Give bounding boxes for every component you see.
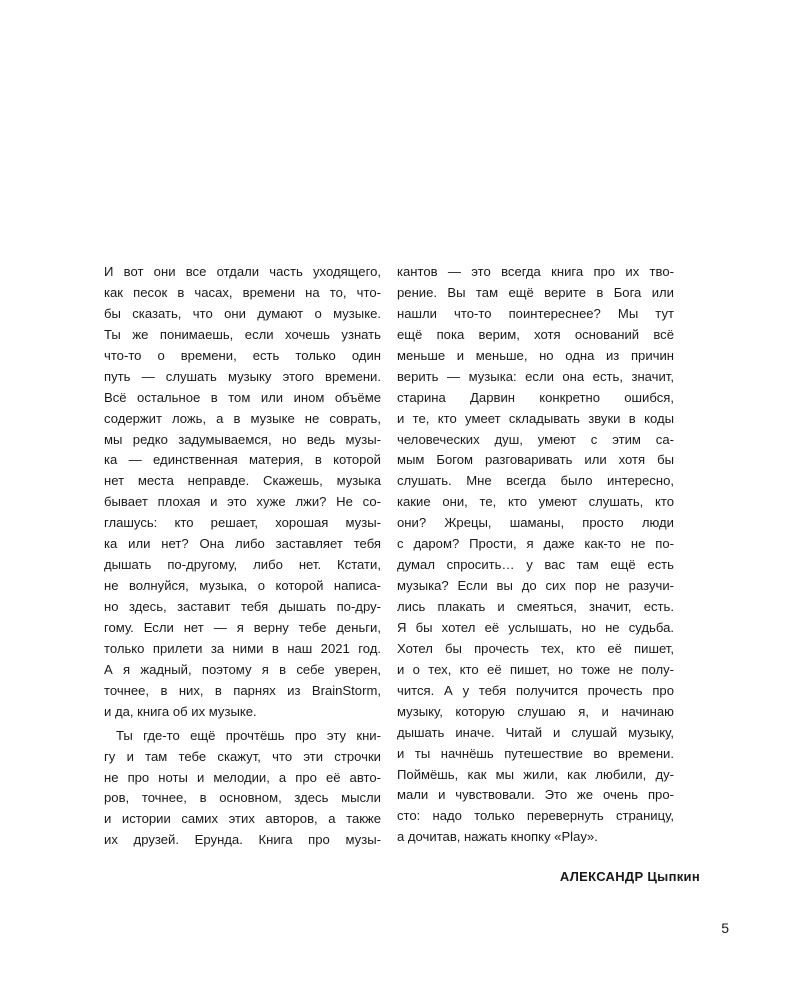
text-line: точнее, в них, в парнях из BrainStorm,: [104, 682, 381, 698]
text-line: Всё остальное в том или ином объёме: [104, 389, 381, 405]
text-line: дышать по-другому, либо нет. Кстати,: [104, 557, 381, 573]
text-line: кантов — это всегда книга про их тво-: [397, 264, 674, 279]
text-line: а дочитав, нажать кнопку «Play».: [397, 829, 598, 845]
text-line: слушать. Мне всегда было интересно,: [397, 473, 674, 489]
text-line: меньше и меньше, но одна из причин: [397, 347, 674, 363]
author-first-name: АЛЕКСАНДР: [559, 869, 644, 884]
text-line: и ты начнёшь путешествие во времени.: [397, 745, 674, 761]
text-line: нет места неправде. Скажешь, музыка: [104, 473, 381, 489]
author-signature: [560, 869, 700, 884]
text-line: музыка? Если вы до сих пор не разучи-: [397, 578, 674, 594]
text-line: глашусь: кто решает, хорошая музы-: [104, 515, 381, 531]
text-line: дышать иначе. Читай и слушай музыку,: [397, 724, 674, 740]
text-line: рение. Вы там ещё верите в Бога или: [397, 284, 674, 300]
text-line: ров, точнее, в основном, здесь мысли: [104, 790, 381, 806]
text-line: человеческих душ, умеют с этим са-: [397, 431, 674, 447]
text-line: как песок в часах, времени на то, что-: [104, 284, 381, 300]
text-line: бы сказать, что они думают о музыке.: [104, 305, 381, 321]
right-text-column: [397, 262, 674, 848]
text-line: и истории самих этих авторов, а также: [104, 811, 381, 827]
text-line: Ты где-то ещё прочтёшь про эту кни-: [116, 727, 381, 743]
text-line: содержит ложь, а в музыке не соврать,: [104, 410, 381, 426]
text-line: какие они, те, кто умеют слушать, кто: [397, 494, 674, 510]
text-line: путь — слушать музыку этого времени.: [104, 368, 381, 384]
text-line: лись плакать и смеяться, значит, есть.: [397, 599, 674, 614]
author-last-name: Цыпкин: [647, 869, 700, 884]
text-line: и да, книга об их музыке.: [104, 703, 257, 719]
text-line: ещё пока верим, хотя оснований всё: [397, 326, 674, 342]
text-line: и о тех, кто её пишет, но тоже не полу-: [397, 661, 674, 677]
text-line: думал спросить… у вас там ещё есть: [397, 557, 674, 573]
text-line: верить — музыка: если она есть, значит,: [397, 368, 674, 384]
text-line: старина Дарвин конкретно ошибся,: [397, 389, 674, 405]
text-line: и те, кто умеет складывать звуки в коды: [397, 410, 674, 426]
text-line: нашли что-то поинтереснее? Мы тут: [397, 305, 674, 321]
text-line: что-то о времени, есть только один: [104, 347, 381, 363]
text-line: только прилети за ними в наш 2021 год.: [104, 640, 381, 656]
text-line: музыку, которую слушаю я, и начинаю: [397, 703, 674, 719]
text-line: мали и чувствовали. Это же очень про-: [397, 787, 674, 803]
left-text-column: [104, 262, 381, 851]
text-line: Я бы хотел её услышать, но не судьба.: [397, 619, 674, 635]
text-line: не про ноты и мелодии, а про её авто-: [104, 769, 381, 785]
text-line: мым Богом разговаривать или хотя бы: [397, 452, 674, 468]
text-line: И вот они все отдали часть уходящего,: [104, 264, 381, 279]
text-line: их друзей. Ерунда. Книга про музы-: [104, 832, 381, 848]
text-line: мы редко задумываемся, но ведь музы-: [104, 431, 381, 447]
text-line: А я жадный, поэтому я в себе уверен,: [104, 661, 381, 677]
text-line: бывает плохая и это хуже лжи? Не со-: [104, 494, 381, 510]
text-line: но здесь, заставит тебя дышать по-дру-: [104, 599, 381, 614]
text-line: ка или нет? Она либо заставляет тебя: [104, 536, 381, 552]
text-line: сто: надо только перевернуть страницу,: [397, 808, 674, 824]
text-line: они? Жрецы, шаманы, просто люди: [397, 515, 674, 531]
text-line: не волнуйся, музыка, о которой написа-: [104, 578, 381, 594]
text-line: с даром? Прости, я даже как-то не по-: [397, 536, 674, 552]
text-line: Поймёшь, как мы жили, как любили, ду-: [397, 766, 674, 782]
text-line: гому. Если нет — я верну тебе деньги,: [104, 619, 381, 635]
text-line: Хотел бы прочесть тех, кто её пишет,: [397, 640, 674, 656]
text-line: Ты же понимаешь, если хочешь узнать: [104, 326, 381, 342]
text-line: ка — единственная материя, в которой: [104, 452, 381, 468]
text-line: чится. А у тебя получится прочесть про: [397, 682, 674, 698]
text-line: гу и там тебе скажут, что эти строчки: [104, 748, 381, 764]
page-number: 5: [721, 920, 729, 936]
